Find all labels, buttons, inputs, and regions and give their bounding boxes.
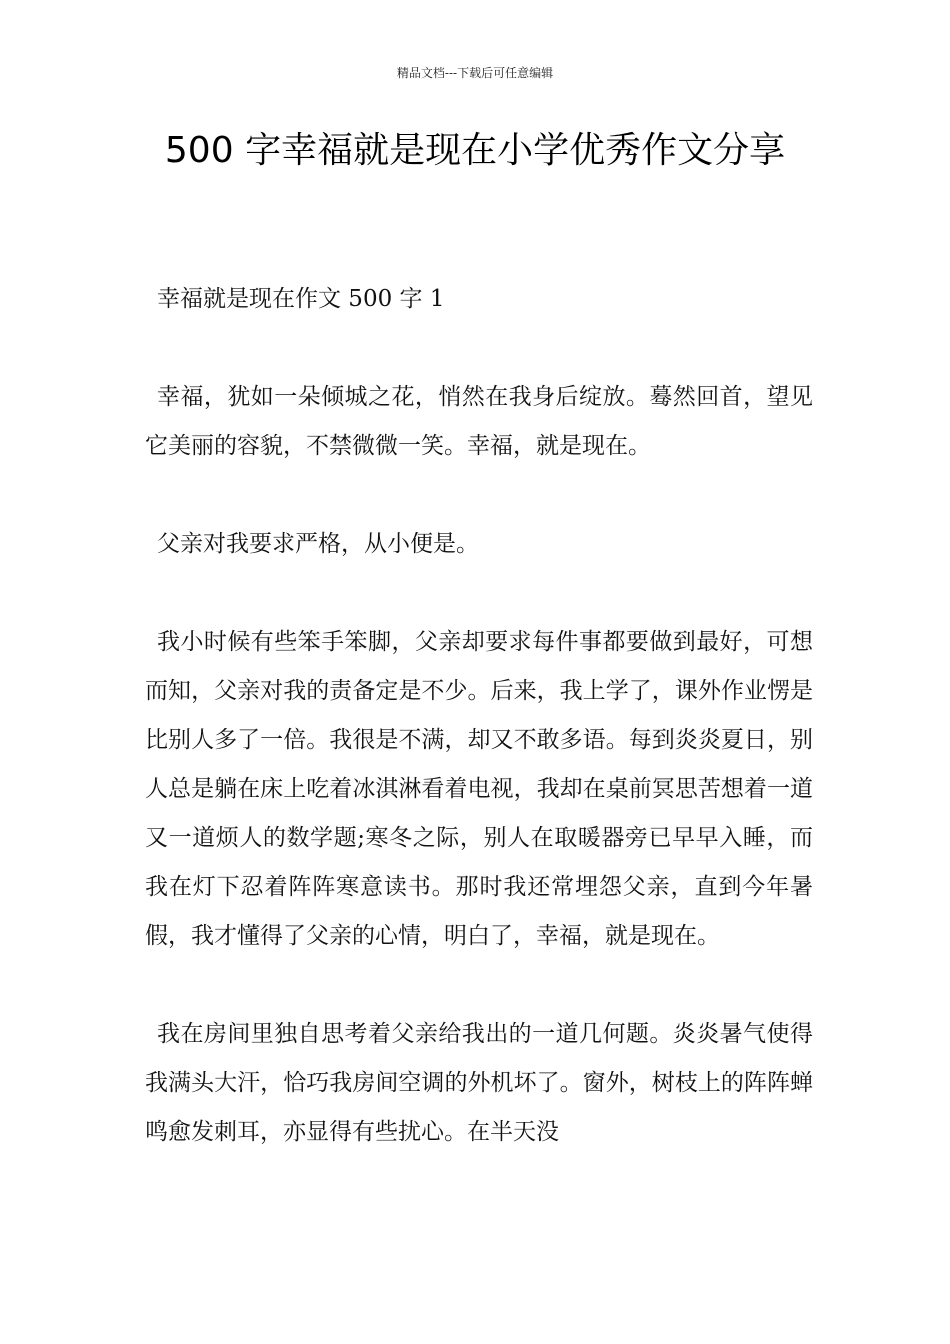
document-body <box>145 275 813 1206</box>
paragraph: 我小时候有些笨手笨脚，父亲却要求每件事都要做到最好，可想而知，父亲对我的责备定是不少。后来，我上学了，课外作业愣是比别人多了一倍。我很是不满，却又不敢多语。每到炎炎夏日，别人总是躺在床上吃着冰淇淋看着电视，我却在桌前冥思苦想着一道又一道烦人的数学题;寒冬之际，别人在取暖器旁已早早入睡，而我在灯下忍着阵阵寒意读书。那时我还常埋怨父亲，直到今年暑假，我才懂得了父亲的心情，明白了，幸福，就是现在。 <box>145 629 813 949</box>
document-title: 500 字幸福就是现在小学优秀作文分享 <box>164 130 786 171</box>
paragraph: 父亲对我要求严格，从小便是。 <box>157 531 479 557</box>
page-header-note: 精品文档---下载后可任意编辑 <box>396 66 554 80</box>
paragraph: 幸福，犹如一朵倾城之花，悄然在我身后绽放。蓦然回首，望见它美丽的容貌，不禁微微一笑。幸福，就是现在。 <box>145 384 813 459</box>
paragraph: 我在房间里独自思考着父亲给我出的一道几何题。炎炎暑气使得我满头大汗，恰巧我房间空调的外机坏了。窗外，树枝上的阵阵蝉鸣愈发刺耳，亦显得有些扰心。在半天没 <box>145 1021 813 1145</box>
section-heading: 幸福就是现在作文 500 字 1 <box>157 286 445 312</box>
